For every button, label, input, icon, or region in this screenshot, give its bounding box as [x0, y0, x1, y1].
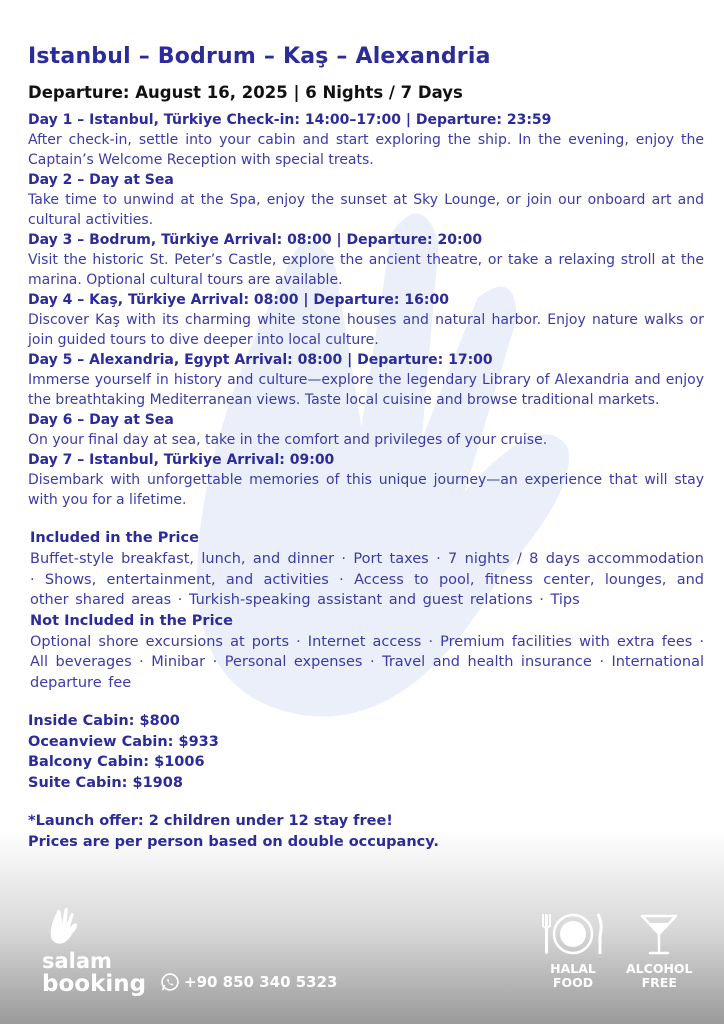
day-description: On your final day at sea, take in the comfort and privileges of your cruise. [28, 432, 548, 448]
price-balcony-cabin: Balcony Cabin: $1006 [28, 754, 205, 770]
day-title: Day 1 – Istanbul, Türkiye Check-in: 14:00–17:00 | Departure: 23:59 [28, 112, 552, 128]
day-7 [28, 450, 704, 510]
day-description: Take time to unwind at the Spa, enjoy the sunset at Sky Lounge, or join our onboard art and cultural activities. [28, 192, 704, 228]
whatsapp-icon [160, 972, 180, 992]
day-2 [28, 170, 704, 230]
footer [0, 900, 724, 1024]
price-inside-cabin: Inside Cabin: $800 [28, 713, 180, 729]
day-description: Disembark with unforgettable memories of this unique journey—an experience that will stay with you for a lifetime. [28, 472, 704, 508]
day-title: Day 3 – Bodrum, Türkiye Arrival: 08:00 | Departure: 20:00 [28, 232, 483, 248]
not-included-title: Not Included in the Price [30, 612, 233, 629]
departure-info: Departure: August 16, 2025 | 6 Nights / 7 Days [28, 83, 463, 102]
day-6 [28, 410, 704, 450]
not-included-section [30, 611, 704, 694]
itinerary-content [28, 44, 704, 852]
day-title: Day 5 – Alexandria, Egypt Arrival: 08:00 | Departure: 17:00 [28, 352, 493, 368]
alcohol-line-2: FREE [641, 975, 677, 990]
included-text: Buffet-style breakfast, lunch, and dinner · Port taxes · 7 nights / 8 days accommodation · Shows, entertainment, and activities · Access to pool, fitness center, lounges, and other shared areas · Turkish-speaking assistant and guest relations · Tips [30, 551, 704, 608]
day-title: Day 2 – Day at Sea [28, 172, 174, 188]
day-description: Visit the historic St. Peter’s Castle, explore the ancient theatre, or take a relaxing stroll at the marina. Optional cultural tours are available. [28, 252, 704, 288]
launch-offer [28, 811, 704, 852]
page-title: Istanbul – Bodrum – Kaş – Alexandria [28, 44, 491, 69]
cocktail-glass-icon [637, 910, 681, 958]
included-title: Included in the Price [30, 530, 199, 546]
cabin-prices [28, 711, 704, 793]
included-section [30, 528, 704, 611]
brand-line-1: salam [42, 949, 112, 973]
hand-logo-icon [46, 906, 80, 946]
price-oceanview-cabin: Oceanview Cabin: $933 [28, 733, 219, 750]
day-description: Immerse yourself in history and culture—explore the legendary Library of Alexandria and enjoy the breathtaking Mediterranean views. Taste local cuisine and browse traditional markets. [28, 372, 704, 408]
halal-line-2: FOOD [552, 975, 594, 990]
alcohol-line-1: ALCOHOL [626, 961, 693, 976]
phone-number: +90 850 340 5323 [184, 973, 338, 991]
occupancy-note: Prices are per person based on double occupancy. [28, 833, 439, 850]
day-description: Discover Kaş with its charming white stone houses and natural harbor. Enjoy nature walks or join guided tours to dive deeper into local culture. [28, 312, 704, 348]
day-5 [28, 350, 704, 410]
price-suite-cabin: Suite Cabin: $1908 [28, 774, 183, 791]
halal-line-1: HALAL [550, 961, 596, 976]
day-3 [28, 230, 704, 290]
brand-line-2: booking [42, 971, 147, 997]
day-title: Day 7 – Istanbul, Türkiye Arrival: 09:00 [28, 452, 335, 468]
day-title: Day 4 – Kaş, Türkiye Arrival: 08:00 | Departure: 16:00 [28, 292, 449, 308]
not-included-text: Optional shore excursions at ports · Internet access · Premium facilities with extra fees · All beverages · Minibar · Personal expenses · Travel and health insurance · International departure fee [30, 633, 704, 691]
phone-contact[interactable] [160, 972, 337, 992]
alcohol-free-badge [626, 910, 693, 990]
halal-food-badge [540, 910, 606, 990]
day-title: Day 6 – Day at Sea [28, 412, 174, 428]
day-1 [28, 110, 704, 170]
day-4 [28, 290, 704, 350]
day-description: After check-in, settle into your cabin and start exploring the ship. In the evening, enjoy the Captain’s Welcome Reception with special treats. [28, 132, 704, 168]
plate-cutlery-icon [540, 910, 606, 958]
offer-line: *Launch offer: 2 children under 12 stay free! [28, 813, 393, 829]
